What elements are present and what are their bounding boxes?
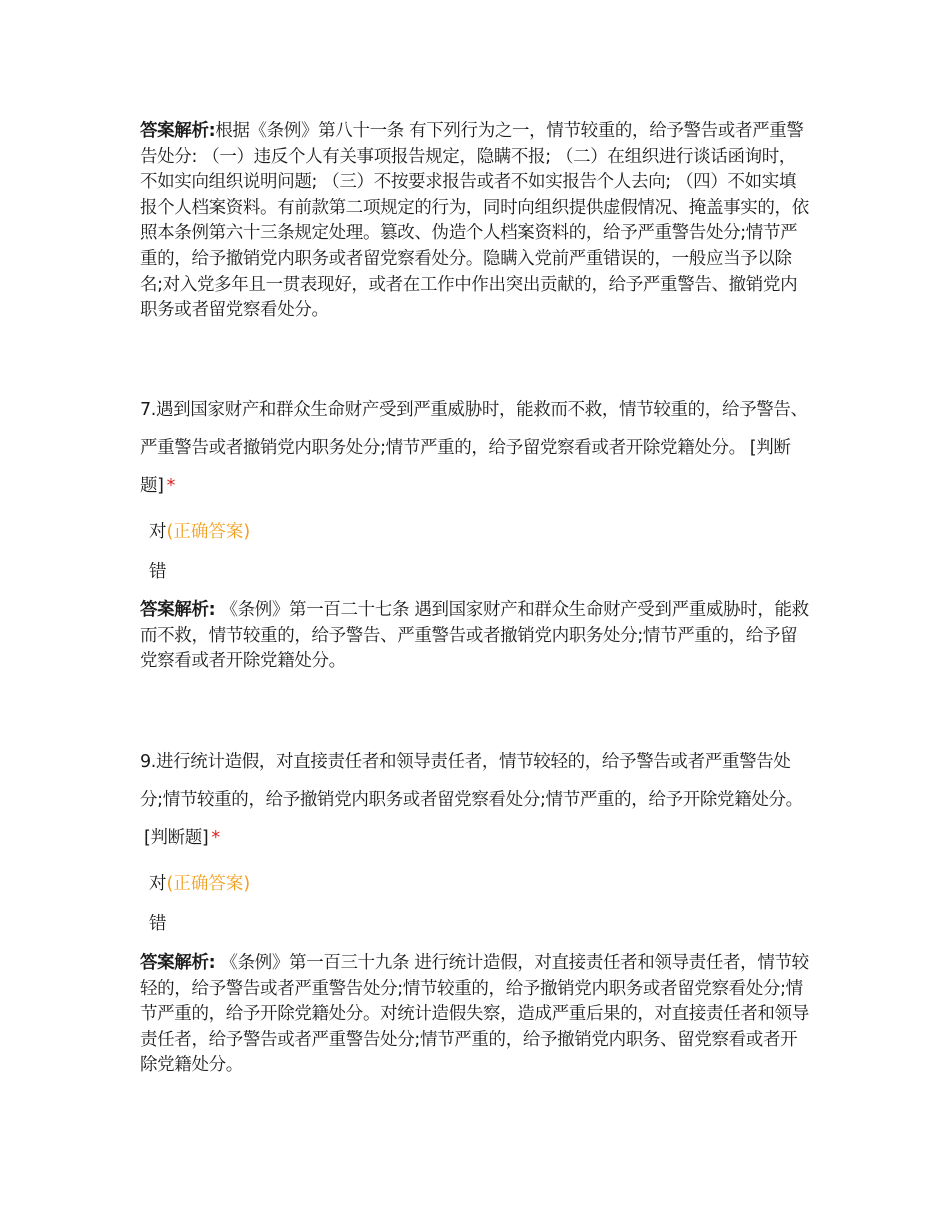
option-true[interactable] bbox=[149, 872, 250, 896]
question-text: 7.遇到国家财产和群众生命财产受到严重威胁时，能救而不救，情节较重的，给予警告、严重警告或者撤销党内职务处分;情节严重的，给予留党察看或者开除党籍处分。 bbox=[140, 400, 808, 458]
option-label: 错 bbox=[149, 562, 167, 582]
question-type: [判断题] bbox=[140, 438, 791, 496]
question-9 bbox=[140, 743, 812, 857]
correct-answer-tag: (正确答案) bbox=[166, 874, 251, 894]
question-text: 9.进行统计造假，对直接责任者和领导责任者，情节较轻的，给予警告或者严重警告处分;情节较重的，给予撤销党内职务或者留党察看处分;情节严重的，给予开除党籍处分。 bbox=[140, 752, 803, 810]
option-true[interactable] bbox=[149, 520, 250, 544]
answer-analysis bbox=[140, 951, 812, 1079]
question-type: [判断题] bbox=[144, 828, 209, 848]
option-label: 错 bbox=[149, 914, 167, 934]
analysis-label: 答案解析: bbox=[140, 953, 216, 973]
answer-analysis bbox=[140, 119, 812, 324]
required-mark: * bbox=[166, 476, 176, 496]
analysis-text: 根据《条例》第八十一条 有下列行为之一，情节较重的，给予警告或者严重警告处分: （一）违反个人有关事项报告规定，隐瞒不报; （二）在组织进行谈话函询时，不如实向组织说明问题; （三）不按要求报告或者不如实报告个人去向; （四）不如实填报个人档案资料。有前款第二项规定的行为，同时向组织提供虚假情况、掩盖事实的，依照本条例第六十三条规定处理。篡改、伪造个人档案资料的，给予严重警告处分;情节严重的，给予撤销党内职务或者留党察看处分。隐瞒入党前严重错误的，一般应当予以除名;对入党多年且一贯表现好，或者在工作中作出突出贡献的，给予严重警告、撤销党内职务或者留党察看处分。 bbox=[140, 121, 809, 321]
option-false[interactable] bbox=[149, 912, 167, 936]
analysis-text: 《条例》第一百二十七条 遇到国家财产和群众生命财产受到严重威胁时，能救而不救，情节较重的，给予警告、严重警告或者撤销党内职务处分;情节严重的，给予留党察看或者开除党籍处分。 bbox=[140, 600, 809, 672]
analysis-label: 答案解析: bbox=[140, 121, 216, 141]
correct-answer-tag: (正确答案) bbox=[166, 522, 251, 542]
required-mark: * bbox=[211, 828, 220, 848]
option-label: 对 bbox=[149, 522, 167, 542]
analysis-label: 答案解析: bbox=[140, 600, 216, 620]
option-false[interactable] bbox=[149, 560, 167, 584]
analysis-text: 《条例》第一百三十九条 进行统计造假，对直接责任者和领导责任者，情节较轻的，给予警告或者严重警告处分;情节较重的，给予撤销党内职务或者留党察看处分;情节严重的，给予开除党籍处分。对统计造假失察，造成严重后果的，对直接责任者和领导责任者，给予警告或者严重警告处分;情节严重的，给予撤销党内职务、留党察看或者开除党籍处分。 bbox=[140, 953, 809, 1076]
answer-analysis bbox=[140, 598, 812, 675]
question-7 bbox=[140, 391, 812, 505]
option-label: 对 bbox=[149, 874, 167, 894]
